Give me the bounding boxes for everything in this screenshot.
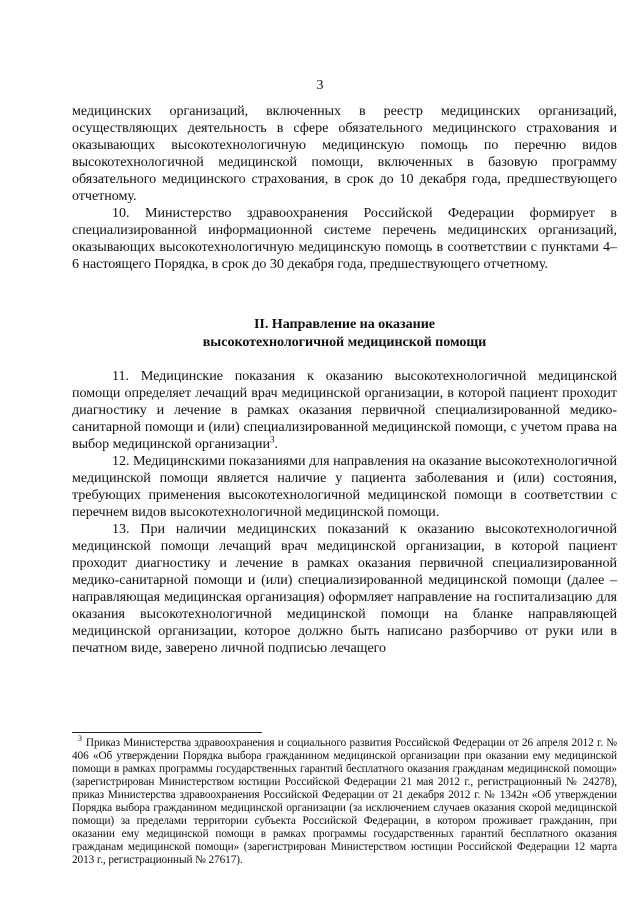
section-heading-line-1: II. Направление на оказание <box>253 316 435 333</box>
paragraph-11 <box>72 368 617 453</box>
paragraph-11-end: . <box>274 435 278 452</box>
footnote-text: Приказ Министерства здравоохранения и социального развития Российской Федерации от 26 апреля 2012 г. № 406 «Об утверждении Порядка выбора гражданином медицинской организации при оказании ему медицинской помощи в рамках программы государственных гарантий бесплатного оказания гражданам медицинской помощи» (зарегистрирован Министерством юстиции Российской Федерации 21 мая 2012 г., регистрационный № 24278), приказ Министерства здравоохранения Российской Федерации от 21 декабря 2012 г. № 1342н «Об утверждении Порядка выбора гражданином медицинской организации (за исключением случаев оказания скорой медицинской помощи) за пределами территории субъекта Российской Федерации, в котором проживает гражданин, при оказании ему медицинской помощи в рамках программы государственных гарантий бесплатного оказания гражданам медицинской помощи» (зарегистрирован Министерством юстиции Российской Федерации 12 марта 2013 г., регистрационный № 27617). <box>72 737 617 867</box>
paragraph-10: 10. Министерство здравоохранения Российской Федерации формирует в специализированной информационной системе перечень медицинских организаций, оказывающих высокотехнологичную медицинскую помощь в соответствии с пунктами 4–6 настоящего Порядка, в срок до 30 декабря года, предшествующего отчетному. <box>72 205 617 273</box>
paragraph-13: 13. При наличии медицинских показаний к оказанию высокотехнологичной медицинской помощи лечащий врач медицинской организации, в которой пациент проходит диагностику и лечение в рамках оказания первичной специализированной медико-санитарной помощи и (или) специализированной медицинской помощи (далее – направляющая медицинская организация) оформляет направление на госпитализацию для оказания высокотехнологичной медицинской помощи на бланке направляющей медицинской организации, которое должно быть написано разборчиво от руки или в печатном виде, заверено личной подписью лечащего <box>72 520 617 657</box>
page-number: 3 <box>316 78 324 93</box>
footnote-paragraph <box>72 734 617 867</box>
footnote <box>72 734 617 867</box>
footnote-reference: 3 <box>269 434 275 445</box>
section-heading <box>72 316 617 350</box>
footnote-mark: 3 <box>78 734 82 744</box>
footnote-divider <box>72 732 262 733</box>
paragraph-continuation: медицинских организаций, включенных в реестр медицинских организаций, осуществляющих деятельность в сфере обязательного медицинского страхования и оказывающих высокотехнологичную медицинскую помощь по перечню видов высокотехнологичной медицинской помощи, включенных в базовую программу обязательного медицинского страхования, в срок до 10 декабря года, предшествующего отчетному. <box>72 103 617 205</box>
paragraph-12: 12. Медицинскими показаниями для направления на оказание высокотехнологичной медицинской помощи является наличие у пациента заболевания и (или) состояния, требующих применения высокотехнологичной медицинской помощи в соответствии с перечнем видов высокотехнологичной медицинской помощи. <box>72 452 617 520</box>
paragraph-11-text: 11. Медицинские показания к оказанию высокотехнологичной медицинской помощи определяет лечащий врач медицинской организации, в которой пациент проходит диагностику и лечение в рамках оказания первичной специализированной медико-санитарной помощи и (или) специализированной медицинской помощи, с учетом права на выбор медицинской организации <box>72 367 617 452</box>
body-text <box>72 103 617 657</box>
section-heading-line-2: высокотехнологичной медицинской помощи <box>202 333 487 350</box>
